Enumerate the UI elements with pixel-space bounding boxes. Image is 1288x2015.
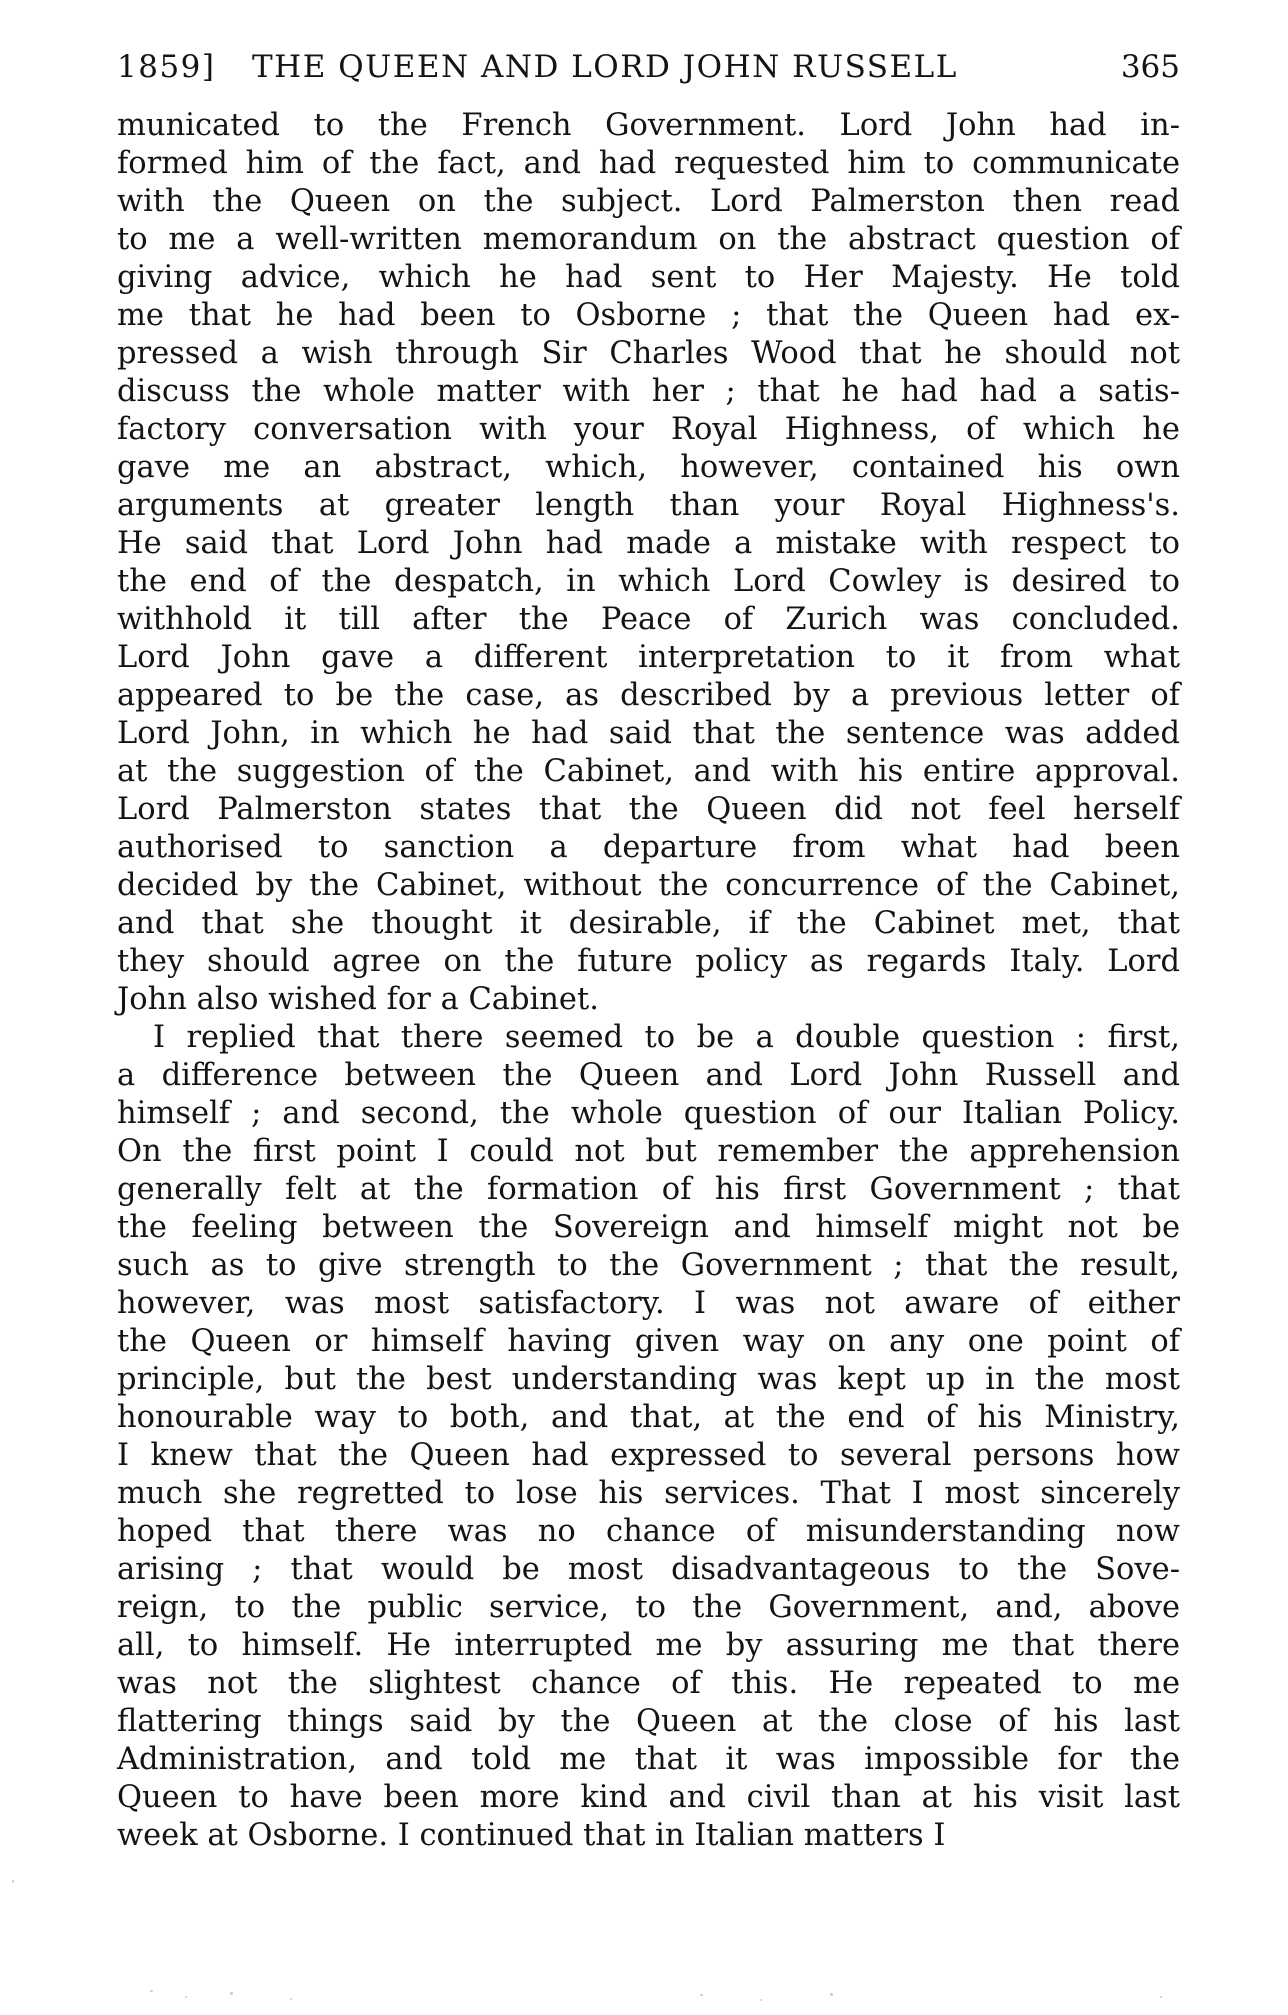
text-line: On the first point I could not but remember the apprehension	[117, 1134, 1180, 1169]
text-line: Queen to have been more kind and civil than at his visit last	[117, 1780, 1180, 1815]
text-line: giving advice, which he had sent to Her Majesty. He told	[117, 260, 1180, 295]
text-line: at the suggestion of the Cabinet, and with his entire approval.	[117, 754, 1180, 789]
text-line: me that he had been to Osborne ; that the Queen had ex-	[117, 298, 1180, 333]
text-line: Lord John, in which he had said that the sentence was added	[117, 716, 1180, 751]
scan-speckle	[290, 1998, 292, 2000]
text-line: himself ; and second, the whole question of our Italian Policy.	[117, 1096, 1180, 1131]
text-line: flattering things said by the Queen at the close of his last	[117, 1704, 1180, 1739]
scan-speckle	[830, 1993, 833, 1996]
text-line: the Queen or himself having given way on any one point of	[117, 1324, 1180, 1359]
text-line: formed him of the fact, and had requested him to communicate	[117, 146, 1180, 181]
text-line: they should agree on the future policy as regards Italy. Lord	[117, 944, 1180, 979]
text-line: however, was most satisfactory. I was not aware of either	[117, 1286, 1180, 1321]
text-line: Lord John gave a different interpretation to it from what	[117, 640, 1180, 675]
text-line: John also wished for a Cabinet.	[117, 982, 599, 1017]
scan-speckle	[185, 1996, 187, 1998]
text-line: Lord Palmerston states that the Queen did not feel herself	[117, 792, 1180, 827]
scan-speckle	[12, 1880, 14, 1883]
text-line: gave me an abstract, which, however, contained his own	[117, 450, 1180, 485]
body-text	[117, 107, 1180, 1855]
text-line: decided by the Cabinet, without the concurrence of the Cabinet,	[117, 868, 1180, 903]
text-line: and that she thought it desirable, if the Cabinet met, that	[117, 906, 1180, 941]
text-line: week at Osborne. I continued that in Italian matters I	[117, 1818, 946, 1853]
text-line: appeared to be the case, as described by a previous letter of	[117, 678, 1180, 713]
text-line: arguments at greater length than your Royal Highness's.	[117, 488, 1180, 523]
running-header	[117, 44, 1180, 90]
text-line: a difference between the Queen and Lord John Russell and	[117, 1058, 1180, 1093]
text-line: hoped that there was no chance of misunderstanding now	[117, 1514, 1180, 1549]
scan-speckle	[150, 1990, 153, 1992]
text-line: the end of the despatch, in which Lord Cowley is desired to	[117, 564, 1180, 599]
page-number: 365	[1120, 49, 1180, 85]
text-line: principle, but the best understanding was kept up in the most	[117, 1362, 1180, 1397]
text-line: much she regretted to lose his services. That I most sincerely	[117, 1476, 1180, 1511]
scan-speckle	[760, 1999, 762, 2001]
text-line: reign, to the public service, to the Government, and, above	[117, 1590, 1180, 1625]
running-title: THE QUEEN AND LORD JOHN RUSSELL	[252, 49, 958, 85]
text-line: with the Queen on the subject. Lord Palmerston then read	[117, 184, 1180, 219]
text-line: factory conversation with your Royal Highness, of which he	[117, 412, 1180, 447]
text-line: honourable way to both, and that, at the end of his Ministry,	[117, 1400, 1180, 1435]
scan-speckle	[1160, 1996, 1162, 1998]
text-line: the feeling between the Sovereign and himself might not be	[117, 1210, 1180, 1245]
text-line: arising ; that would be most disadvantageous to the Sove-	[117, 1552, 1180, 1587]
text-line: such as to give strength to the Government ; that the result,	[117, 1248, 1180, 1283]
text-line: withhold it till after the Peace of Zurich was concluded.	[117, 602, 1180, 637]
text-line: pressed a wish through Sir Charles Wood that he should not	[117, 336, 1180, 371]
text-line: discuss the whole matter with her ; that he had had a satis-	[117, 374, 1180, 409]
header-year: 1859]	[117, 49, 216, 85]
text-line: all, to himself. He interrupted me by assuring me that there	[117, 1628, 1180, 1663]
text-line: Administration, and told me that it was impossible for the	[117, 1742, 1180, 1777]
text-line: He said that Lord John had made a mistake with respect to	[117, 526, 1180, 561]
text-line: I replied that there seemed to be a double question : first,	[153, 1020, 1180, 1055]
text-line: to me a well-written memorandum on the abstract question of	[117, 222, 1180, 257]
text-line: authorised to sanction a departure from what had been	[117, 830, 1180, 865]
text-line: generally felt at the formation of his first Government ; that	[117, 1172, 1180, 1207]
text-line: was not the slightest chance of this. He repeated to me	[117, 1666, 1180, 1701]
scan-speckle	[230, 1992, 233, 1995]
text-line: municated to the French Government. Lord John had in-	[117, 108, 1180, 143]
text-line: I knew that the Queen had expressed to several persons how	[117, 1438, 1180, 1473]
scan-speckle	[700, 1994, 703, 1996]
